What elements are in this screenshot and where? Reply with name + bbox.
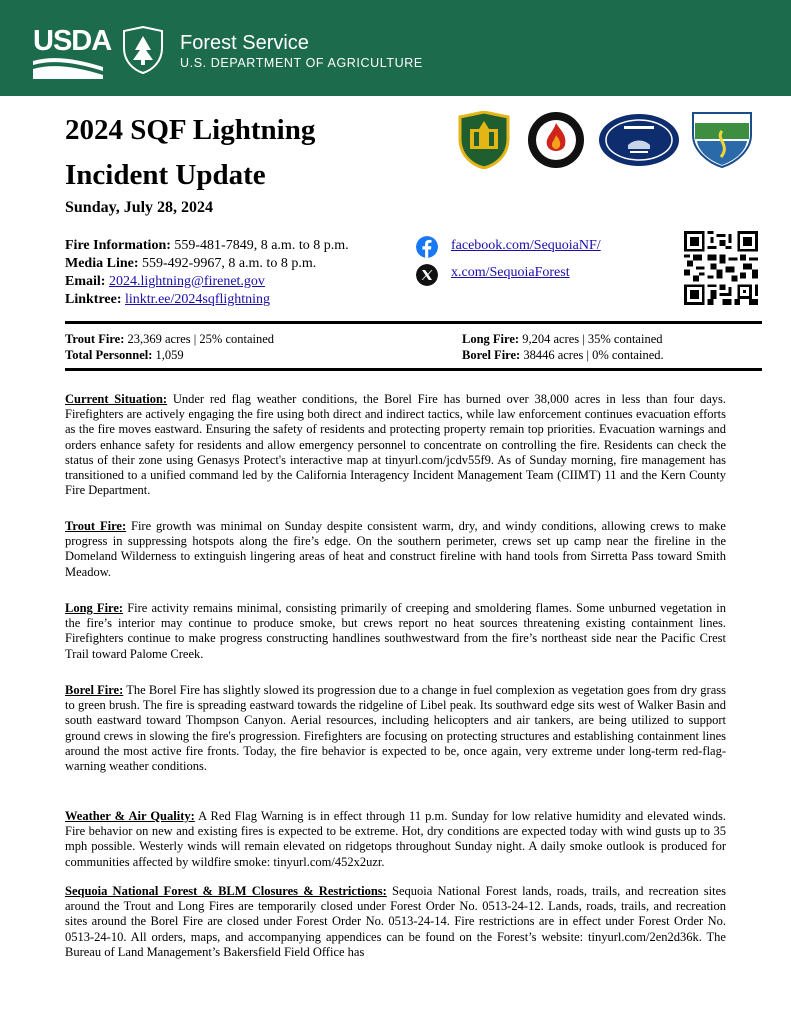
genasys-map-link[interactable]: tinyurl.com/jcdv55f9 <box>384 452 491 467</box>
qr-code[interactable] <box>684 231 758 305</box>
agency-name: Forest Service <box>180 32 309 54</box>
fire-info-phone: 559-481-7849, 8 a.m. to 8 p.m. <box>170 238 349 253</box>
x-link[interactable]: x.com/SequoiaForest <box>451 265 570 280</box>
media-line <box>65 255 349 273</box>
current-situation-section <box>65 392 726 498</box>
email-line <box>65 273 349 291</box>
blm-logo-icon <box>691 111 753 168</box>
borel-fire-stat <box>462 347 664 363</box>
facebook-link[interactable]: facebook.com/SequoiaNF/ <box>451 238 601 253</box>
weather-text-2: . <box>381 854 385 869</box>
california-fire-logo-icon <box>527 111 585 169</box>
weather-heading: Weather & Air Quality: <box>65 809 195 823</box>
weather-text: A Red Flag Warning is in effect through 11 p.m. Sunday for low relative humidity and elevated winds. Fire behavior on new and existing fires is expected to be extreme. Hot, dry conditions are expected today with wind gusts up to 35 mph possible. Westerly winds will remain elevated on ridgetops throughout Sunday night. A daily smoke outlook is produced for communities affected by wildfire smoke: <box>65 809 726 869</box>
personnel-stat-label: Total Personnel: <box>65 348 153 362</box>
kern-county-fire-logo-icon <box>598 113 680 167</box>
closures-text-2: . The Bureau of Land Management’s Bakersfield Field Office has <box>65 929 726 959</box>
borel-fire-section <box>65 683 726 774</box>
trout-stat-label: Trout Fire: <box>65 332 125 346</box>
current-situation-text-2: . As of Sunday morning, fire management has transitioned to a unified command led by the California Interagency Incident Management Team (CIIMT) 11 and the Kern County Fire Department. <box>65 452 727 498</box>
linktree-label: Linktree: <box>65 292 122 307</box>
trout-stat-value: 23,369 acres | 25% contained <box>124 332 275 346</box>
borel-fire-heading: Borel Fire: <box>65 683 124 697</box>
usda-logo <box>33 25 112 79</box>
forest-website-link[interactable]: tinyurl.com/2en2d36k <box>588 929 699 944</box>
page-title-line-1: 2024 SQF Lightning <box>65 114 316 146</box>
contact-block <box>65 237 349 309</box>
closures-text: Sequoia National Forest lands, roads, trails, and recreation sites around the Trout and Long Fires are temporarily closed under Forest Order No. 0513-24-12. Lands, roads, trails, and recreation sites around the Borel Fire are closed under Forest Order No. 0513-24-14. Fire restrictions are in effect under Forest Order No. 0513-24-10. All orders, maps, and accompanying appendices can be found on the Forest’s website: <box>65 884 726 944</box>
linktree-link[interactable]: linktr.ee/2024sqflightning <box>125 292 271 307</box>
facebook-icon[interactable] <box>416 236 438 258</box>
header-band <box>0 0 791 96</box>
smoke-outlook-link[interactable]: tinyurl.com/452x2uzr <box>273 854 382 869</box>
department-name: U.S. DEPARTMENT OF AGRICULTURE <box>180 56 423 70</box>
long-stat-value: 9,204 acres | 35% contained <box>519 332 663 346</box>
email-link[interactable]: 2024.lightning@firenet.gov <box>108 274 265 289</box>
closures-heading: Sequoia National Forest & BLM Closures & Restrictions: <box>65 884 387 898</box>
trout-fire-heading: Trout Fire: <box>65 519 127 533</box>
long-fire-stat <box>462 331 663 347</box>
long-fire-heading: Long Fire: <box>65 601 124 615</box>
fire-info-line <box>65 237 349 255</box>
personnel-stat-value: 1,059 <box>152 348 184 362</box>
usda-swoosh-icon <box>33 57 103 79</box>
report-date: Sunday, July 28, 2024 <box>65 199 214 216</box>
long-stat-label: Long Fire: <box>462 332 520 346</box>
email-label: Email: <box>65 274 106 289</box>
current-situation-text: Under red flag weather conditions, the Borel Fire has burned over 38,000 acres in less than four days. Firefighters are actively engaging the fire using both direct and indirect tactics, while law enforcement continues evacuation efforts as the fire moves eastward. Ensuring the safety of residents and protecting property remain top priorities. Evacuation warnings and orders enhance safety for residents and allow emergency personnel to concentrate on controlling the fire. Residents can check the status of their zone using Genasys Protect's interactive map at <box>65 392 726 467</box>
media-line-label: Media Line: <box>65 256 139 271</box>
closures-section <box>65 884 726 960</box>
weather-section <box>65 809 726 870</box>
x-icon[interactable] <box>416 264 438 286</box>
long-fire-text: Fire activity remains minimal, consisting primarily of creeping and smoldering flames. Some unburned vegetation in the fire’s interior may continue to produce smoke, but crews report no heat sources threatening existing containment lines. Firefighters continue to make progress constructing handlines southwestward from the fire’s northeast side near the Pacific Crest Trail toward Palome Creek. <box>65 601 726 661</box>
page-title-line-2: Incident Update <box>65 159 266 191</box>
trout-fire-stat <box>65 331 274 347</box>
borel-stat-value: 38446 acres | 0% contained. <box>520 348 664 362</box>
borel-stat-label: Borel Fire: <box>462 348 521 362</box>
trout-fire-section <box>65 519 726 580</box>
forest-service-shield-icon <box>122 26 164 74</box>
top-rule <box>65 321 762 324</box>
media-line-phone: 559-492-9967, 8 a.m. to 8 p.m. <box>138 256 317 271</box>
long-fire-section <box>65 601 726 662</box>
forest-service-badge-icon <box>458 111 510 169</box>
fire-info-label: Fire Information: <box>65 238 171 253</box>
linktree-line <box>65 291 349 309</box>
usda-wordmark: USDA <box>33 25 112 57</box>
trout-fire-text: Fire growth was minimal on Sunday despite consistent warm, dry, and windy conditions, allowing crews to make progress in suppressing hotspots along the fire’s edge. On the southern perimeter, crews set up camp near the fireline in the Domeland Wilderness to extinguish lingering areas of heat and construct fireline with hand tools from Sirretta Pass toward Smith Meadow. <box>65 519 726 579</box>
current-situation-heading: Current Situation: <box>65 392 168 406</box>
total-personnel-stat <box>65 347 184 363</box>
bottom-rule <box>65 368 762 371</box>
borel-fire-text: The Borel Fire has slightly slowed its progression due to a change in fuel complexion as vegetation goes from dry grass to green brush. The fire is spreading eastward towards the ridgeline of Libel peak. Its southward edge sits west of Walker Basin and south eastward toward Thompson Canyon. Aerial resources, including helicopters and air tankers, are being utilized to support ground crews in slowing the fire's progression. Firefighters are focusing on protecting structures and establishing containment lines around the most active fire fronts. Today, the fire behavior is expected to be, once again, very extreme under long-term red-flag-warning weather conditions. <box>65 683 726 774</box>
